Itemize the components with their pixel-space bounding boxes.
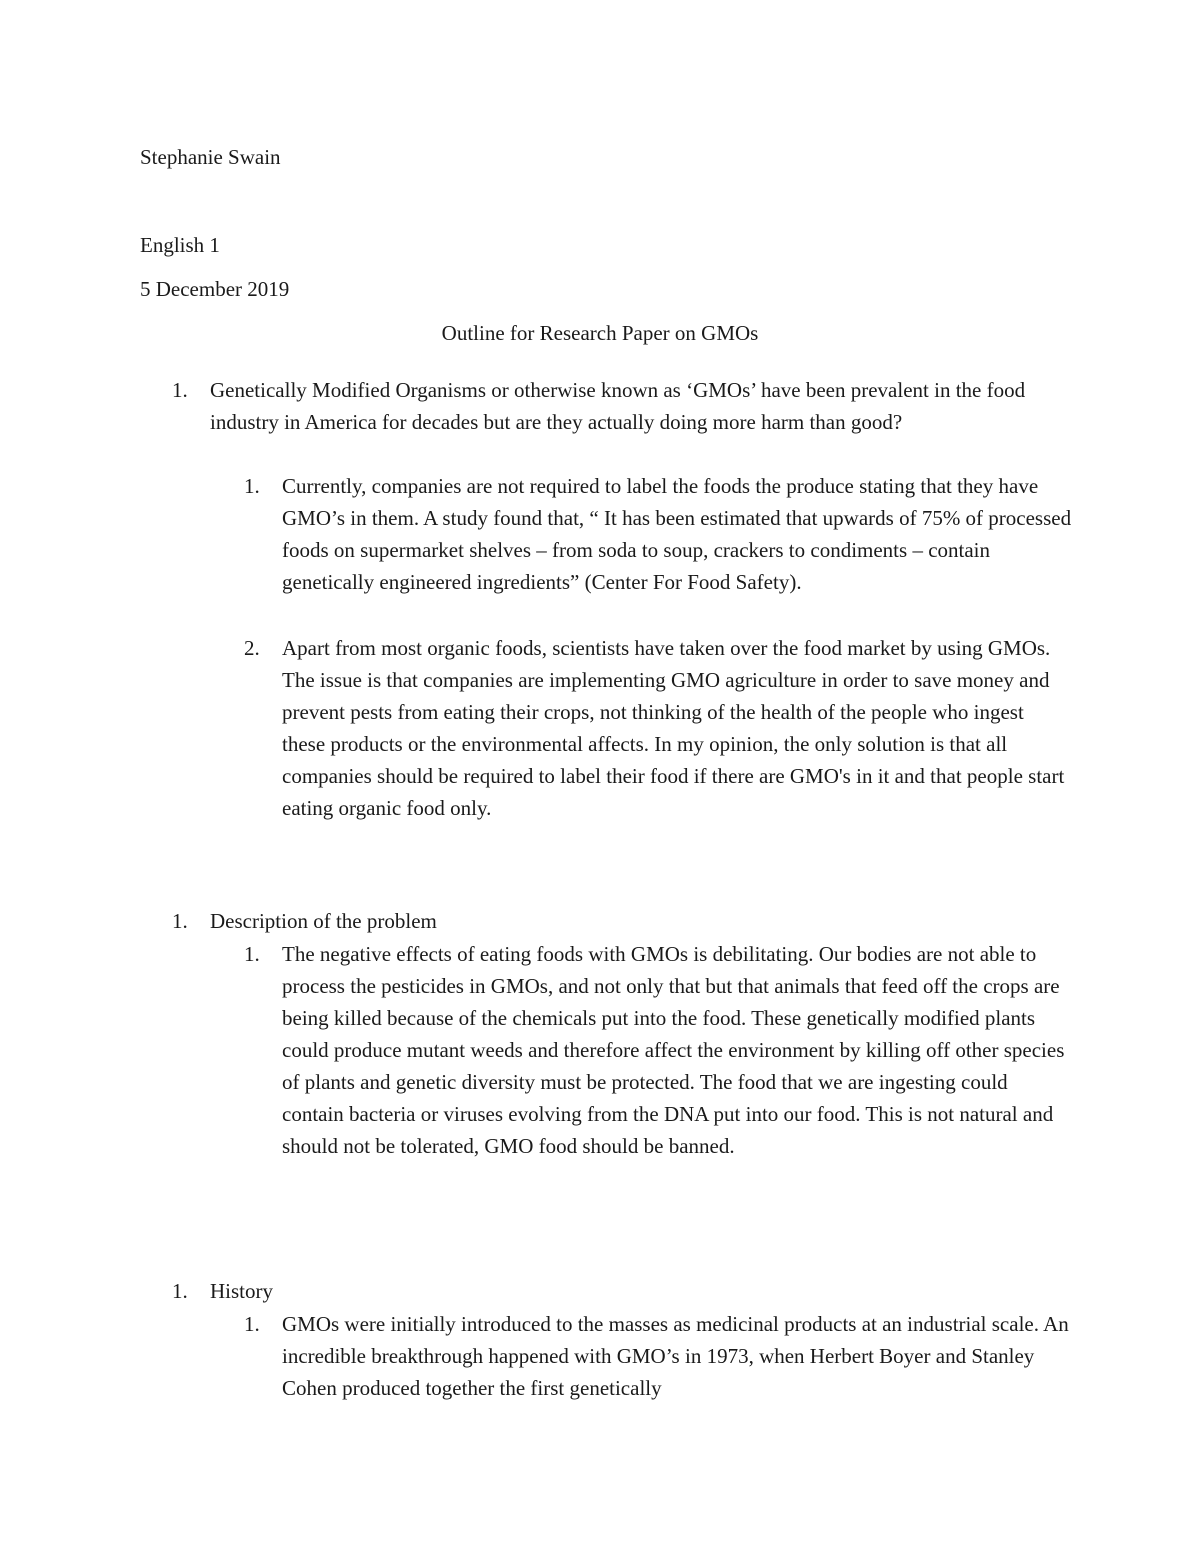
sublist-item-number: 2. (244, 636, 260, 660)
sublist-item-number: 1. (244, 474, 260, 498)
list-item-number: 1. (172, 1279, 188, 1303)
sublist-item-number: 1. (244, 942, 260, 966)
sublist-item-text: GMOs were initially introduced to the masses as medicinal products at an industrial scale. An incredible breakthrough happened with GMO’s in 1973, when Herbert Boyer and Stanley Cohen produced together the first genetically (282, 1312, 1069, 1400)
list-item-number: 1. (172, 909, 188, 933)
sublist-item-text: Currently, companies are not required to label the foods the produce stating that they have GMO’s in them. A study found that, “ It has been estimated that upwards of 75% of processed foods on supermarket shelves – from soda to soup, crackers to condiments – contain genetically engineered ingredients” (Center For Food Safety). (282, 474, 1072, 594)
section-heading-problem: Description of the problem (210, 909, 437, 933)
sublist-item-number: 1. (244, 1312, 260, 1336)
author-name: Stephanie Swain (140, 145, 281, 169)
sublist-item-text: Apart from most organic foods, scientists have taken over the food market by using GMOs. The issue is that companies are implementing GMO agriculture in order to save money and prevent pests from eating their crops, not thinking of the health of the people who ingest these products or the environmental affects. In my opinion, the only solution is that all companies should be required to label their food if there are GMO's in it and that people start eating organic food only. (282, 636, 1065, 820)
page-title: Outline for Research Paper on GMOs (441, 321, 759, 345)
course-name: English 1 (140, 233, 220, 257)
list-item-number: 1. (172, 378, 188, 402)
thesis-statement: Genetically Modified Organisms or otherwise known as ‘GMOs’ have been prevalent in the food industry in America for decades but are they actually doing more harm than good? (210, 378, 1026, 434)
section-heading-history: History (210, 1279, 273, 1303)
document-date: 5 December 2019 (140, 277, 290, 301)
sublist-item-text: The negative effects of eating foods with GMOs is debilitating. Our bodies are not able to process the pesticides in GMOs, and not only that but that animals that feed off the crops are being killed because of the chemicals put into the food. These genetically modified plants could produce mutant weeds and therefore affect the environment by killing off other species of plants and genetic diversity must be protected. The food that we are ingesting could contain bacteria or viruses evolving from the DNA put into our food. This is not natural and should not be tolerated, GMO food should be banned. (282, 942, 1065, 1158)
